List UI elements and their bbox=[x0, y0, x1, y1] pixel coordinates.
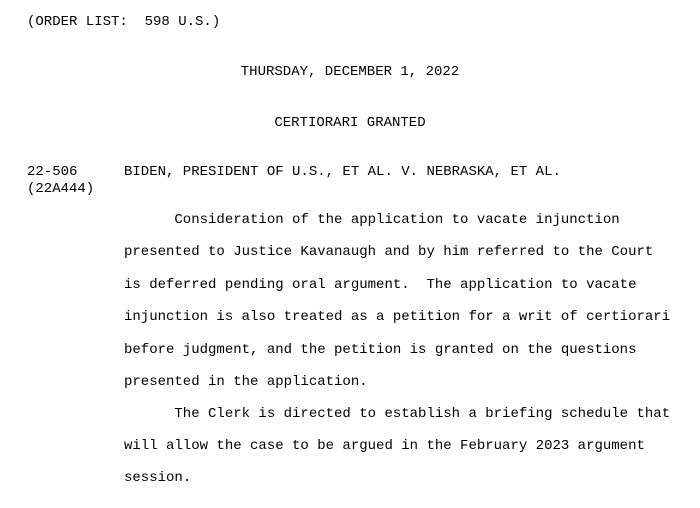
body-line: Consideration of the application to vacate injunction bbox=[124, 212, 620, 228]
body-line: presented to Justice Kavanaugh and by him referred to the Court bbox=[124, 244, 654, 260]
application-number: (22A444) bbox=[27, 181, 95, 197]
docket-number: 22-506 bbox=[27, 164, 78, 180]
date-heading: THURSDAY, DECEMBER 1, 2022 bbox=[240, 64, 460, 80]
section-heading: CERTIORARI GRANTED bbox=[274, 115, 426, 131]
order-list-heading: (ORDER LIST: 598 U.S.) bbox=[27, 14, 221, 30]
body-line: presented in the application. bbox=[124, 374, 368, 390]
body-line: The Clerk is directed to establish a briefing schedule that bbox=[124, 406, 671, 422]
body-line: will allow the case to be argued in the February 2023 argument bbox=[124, 438, 645, 454]
body-line: injunction is also treated as a petition for a writ of certiorari bbox=[124, 309, 671, 325]
body-line: session. bbox=[124, 470, 192, 486]
body-line: is deferred pending oral argument. The application to vacate bbox=[124, 277, 637, 293]
body-line: before judgment, and the petition is granted on the questions bbox=[124, 342, 637, 358]
case-title: BIDEN, PRESIDENT OF U.S., ET AL. V. NEBRASKA, ET AL. bbox=[124, 164, 561, 180]
